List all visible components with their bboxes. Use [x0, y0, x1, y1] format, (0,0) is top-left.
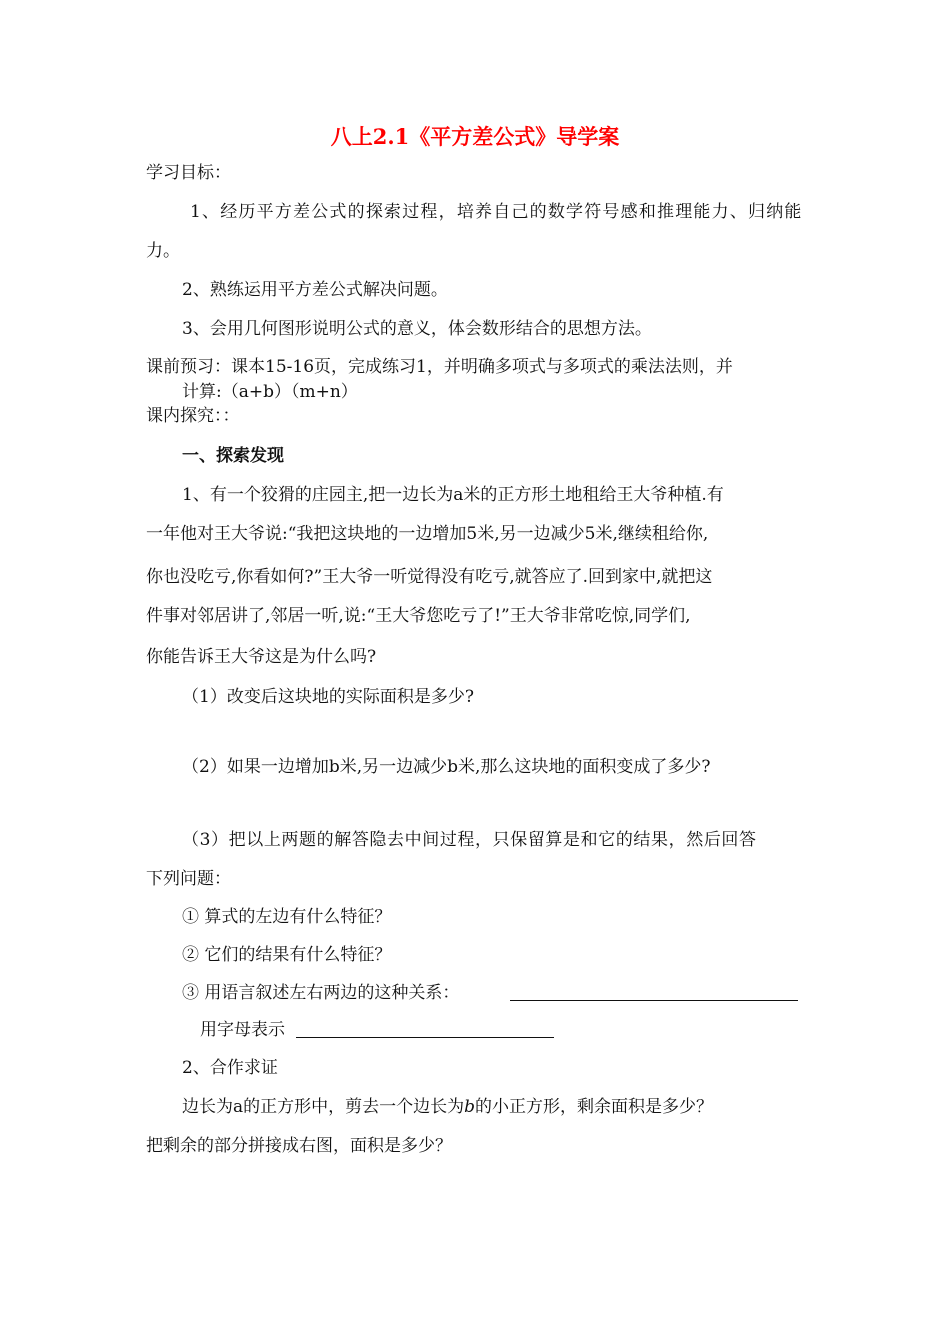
cooperate-line-1 — [182, 1096, 713, 1118]
section-explore-heading: 一、探索发现 — [182, 446, 284, 466]
letters-label: 用字母表示 — [200, 1020, 285, 1040]
question-1: （1）改变后这块地的实际面积是多少? — [182, 687, 474, 707]
cooperate-line-2: 把剩余的部分拼接成右图，面积是多少？ — [146, 1136, 452, 1156]
question-3-line-1: （3）把以上两题的解答隐去中间过程，只保留算是和它的结果，然后回答 — [182, 830, 757, 850]
page-title: 八上2.1《平方差公式》导学案 — [330, 124, 620, 149]
answer-blank-relation[interactable] — [510, 983, 798, 1001]
cooperate-line-1-part-b: 的小正方形，剩余面积是多少？ — [475, 1097, 714, 1117]
variable-b: b — [464, 1097, 476, 1117]
story-line-4: 件事对邻居讲了,邻居一听,说:“王大爷您吃亏了!”王大爷非常吃惊,同学们, — [146, 606, 691, 626]
cooperate-line-1-part-a: 边长为a的正方形中，剪去一个边长为 — [182, 1097, 465, 1117]
question-2: （2）如果一边增加b米,另一边减少b米,那么这块地的面积变成了多少? — [182, 757, 711, 777]
subquestion-3: ③ 用语言叙述左右两边的这种关系： — [182, 983, 460, 1003]
objectives-heading: 学习目标： — [146, 163, 231, 183]
subquestion-1: ① 算式的左边有什么特征？ — [182, 907, 392, 927]
objective-3: 3、会用几何图形说明公式的意义，体会数形结合的思想方法。 — [182, 319, 652, 339]
inclass-heading: 课内探究：： — [146, 406, 240, 426]
question-3-line-2: 下列问题： — [146, 869, 231, 889]
objective-2: 2、熟练运用平方差公式解决问题。 — [182, 280, 448, 300]
subquestion-2: ② 它们的结果有什么特征？ — [182, 945, 392, 965]
story-line-3: 你也没吃亏,你看如何?”王大爷一听觉得没有吃亏,就答应了.回到家中,就把这 — [146, 567, 713, 587]
story-line-5: 你能告诉王大爷这是为什么吗? — [146, 647, 377, 667]
preview-line-1: 课前预习：课本15-16页，完成练习1，并明确多项式与多项式的乘法法则，并 — [146, 357, 733, 377]
preview-line-2: 计算:（a+b）（m+n） — [182, 382, 358, 402]
objective-1-line-2: 力。 — [146, 241, 180, 261]
objective-1-line-1: 1、经历平方差公式的探索过程，培养自己的数学符号感和推理能力、归纳能 — [190, 202, 803, 222]
story-line-2: 一年他对王大爷说:“我把这块地的一边增加5米,另一边减少5米,继续租给你, — [146, 524, 709, 544]
answer-blank-letters[interactable] — [296, 1020, 554, 1038]
story-line-1: 1、有一个狡猾的庄园主,把一边长为a米的正方形土地租给王大爷种植.有 — [182, 485, 724, 505]
cooperate-heading: 2、合作求证 — [182, 1058, 278, 1078]
